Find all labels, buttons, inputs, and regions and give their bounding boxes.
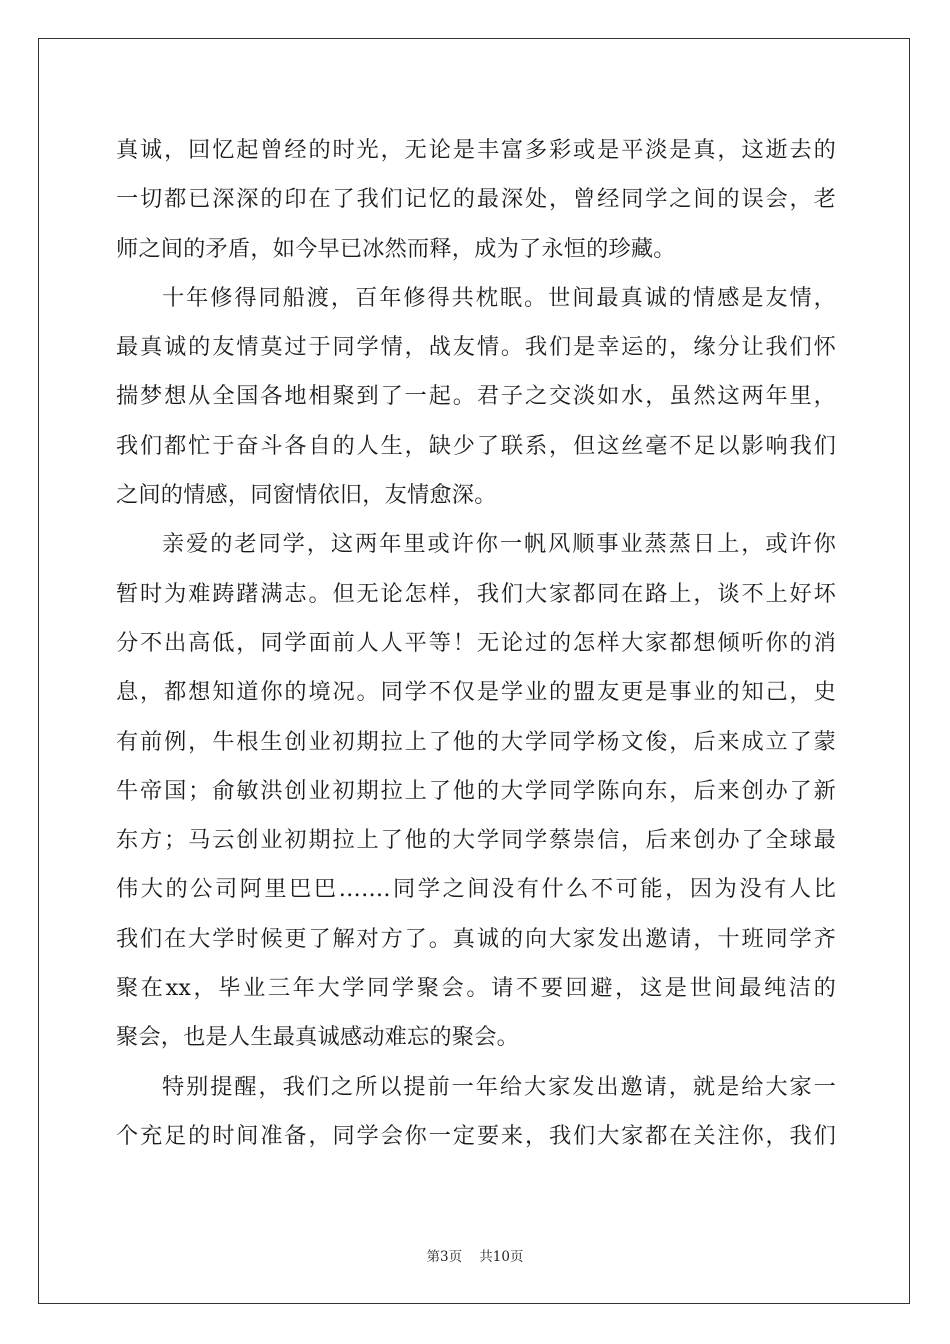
text-line: 暂时为难踌躇满志。但无论怎样，我们大家都同在路上，谈不上好坏 [116,580,836,607]
text-line: 真诚，回忆起曾经的时光，无论是丰富多彩或是平淡是真，这逝去的 [116,137,836,163]
text-line: 我们在大学时候更了解对方了。真诚的向大家发出邀请，十班同学齐 [116,925,836,952]
text-line: 之间的情感，同窗情依旧，友情愈深。 [116,482,497,509]
document-body [116,126,836,1161]
text-line: 分不出高低，同学面前人人平等！无论过的怎样大家都想倾听你的消 [116,629,836,656]
page-number: 第3页 共10页 [426,1249,524,1265]
text-line: 最真诚的友情莫过于同学情，战友情。我们是幸运的，缘分让我们怀 [116,334,836,361]
text-line: 十年修得同船渡，百年修得共枕眠。世间最真诚的情感是友情， [162,284,836,311]
text-line: 个充足的时间准备，同学会你一定要来，我们大家都在关注你，我们 [116,1122,836,1149]
text-line: 揣梦想从全国各地相聚到了一起。君子之交淡如水，虽然这两年里， [116,383,836,410]
text-line: 师之间的矛盾，如今早已冰然而释，成为了永恒的珍藏。 [116,235,676,262]
text-line: 牛帝国；俞敏洪创业初期拉上了他的大学同学陈向东，后来创办了新 [116,777,836,804]
text-line: 东方；马云创业初期拉上了他的大学同学蔡崇信，后来创办了全球最 [116,827,836,854]
text-line: 聚在xx，毕业三年大学同学聚会。请不要回避，这是世间最纯洁的 [116,975,836,1002]
text-line: 特别提醒，我们之所以提前一年给大家发出邀请，就是给大家一 [162,1073,836,1100]
text-line: 一切都已深深的印在了我们记忆的最深处，曾经同学之间的误会，老 [116,186,836,213]
text-line: 亲爱的老同学，这两年里或许你一帆风顺事业蒸蒸日上，或许你 [162,531,836,558]
text-line: 伟大的公司阿里巴巴…….同学之间没有什么不可能，因为没有人比 [116,876,836,903]
text-line: 我们都忙于奋斗各自的人生，缺少了联系，但这丝毫不足以影响我们 [116,432,836,459]
text-line: 聚会，也是人生最真诚感动难忘的聚会。 [116,1024,519,1051]
text-line: 有前例，牛根生创业初期拉上了他的大学同学杨文俊，后来成立了蒙 [116,728,836,755]
text-line: 息，都想知道你的境况。同学不仅是学业的盟友更是事业的知己，史 [116,679,836,706]
